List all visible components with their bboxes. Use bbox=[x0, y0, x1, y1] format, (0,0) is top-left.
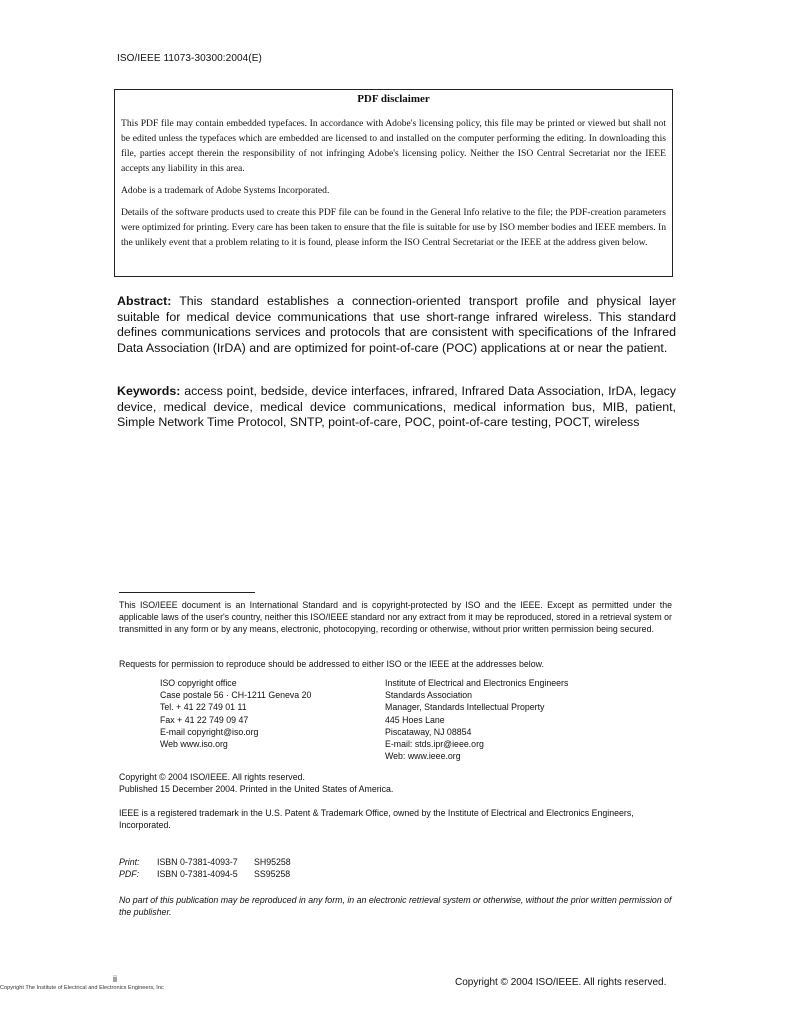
ieee-address-line: Institute of Electrical and Electronics Engineers bbox=[385, 678, 569, 688]
isbn-number: ISBN 0-7381-4094-5 bbox=[157, 869, 238, 880]
pdf-disclaimer-box bbox=[114, 89, 673, 277]
iso-address-block bbox=[160, 677, 311, 750]
ieee-address-line: Manager, Standards Intellectual Property bbox=[385, 702, 545, 713]
isbn-row-pdf bbox=[119, 868, 291, 880]
copyright-line: Copyright © 2004 ISO/IEEE. All rights reserved. bbox=[119, 772, 305, 782]
published-line: Published 15 December 2004. Printed in the United States of America. bbox=[119, 784, 394, 795]
abstract-label: Abstract: bbox=[117, 294, 172, 308]
ieee-address-line: Web: www.ieee.org bbox=[385, 751, 461, 762]
footnote-divider bbox=[119, 592, 255, 593]
page-number: ii bbox=[113, 974, 117, 984]
iso-address-line: Tel. + 41 22 749 01 11 bbox=[160, 702, 247, 713]
ieee-address-line: E-mail: stds.ipr@ieee.org bbox=[385, 739, 484, 750]
iso-address-line: E-mail copyright@iso.org bbox=[160, 726, 259, 737]
ieee-address-line: Piscataway, NJ 08854 bbox=[385, 726, 472, 737]
permission-requests-note: Requests for permission to reproduce should be addressed to either ISO or the IEEE at the addresses below. bbox=[119, 659, 544, 669]
abstract-text: This standard establishes a connection-oriented transport profile and physical layer suitable for medical device communications that use short-range infrared wireless. This standard defines communications services and protocols that are consistent with specifications of the Infrared Data Association (IrDA) and are optimized for point-of-care (POC) applications at or near the patient. bbox=[117, 294, 676, 355]
abstract-paragraph bbox=[117, 294, 676, 356]
disclaimer-paragraph-trademark: Adobe is a trademark of Adobe Systems Incorporated. bbox=[121, 185, 330, 196]
disclaimer-title: PDF disclaimer bbox=[357, 93, 430, 105]
copyright-protection-note: This ISO/IEEE document is an International Standard and is copyright-protected by ISO and the IEEE. Except as permitted under the applicable laws of the user's country, neither this ISO/IEEE standard nor any extract from it may be reproduced, stored in a retrieval system or transmitted in any form or by any means, electronic, photocopying, recording or otherwise, without prior written permission being secured. bbox=[119, 600, 672, 635]
disclaimer-paragraph-typefaces: This PDF file may contain embedded typefaces. In accordance with Adobe's licensing policy, this file may be printed or viewed but shall not be edited unless the typefaces which are embedded are licensed to and installed on the computer performing the editing. In downloading this file, parties accept therein the responsibility of not infringing Adobe's licensing policy. Neither the ISO Central Secretariat nor the IEEE accepts any liability in this area. bbox=[121, 118, 666, 174]
disclaimer-paragraph-details: Details of the software products used to create this PDF file can be found in the General Info relative to the file; the PDF-creation parameters were optimized for printing. Every care has been taken to ensure that the file is suitable for use by ISO member bodies and IEEE members. In the unlikely event that a problem relating to it is found, please inform the ISO Central Secretariat or the IEEE at the address given below. bbox=[121, 207, 666, 248]
keywords-label: Keywords: bbox=[117, 384, 181, 398]
ieee-copyright-footer: Copyright The Institute of Electrical and Electronics Engineers, Inc bbox=[0, 985, 164, 991]
isbn-number: ISBN 0-7381-4093-7 bbox=[157, 857, 238, 867]
iso-address-line: Case postale 56 · CH-1211 Geneva 20 bbox=[160, 690, 312, 701]
document-id-header: ISO/IEEE 11073-30300:2004(E) bbox=[117, 53, 262, 64]
keywords-paragraph bbox=[117, 384, 676, 431]
ieee-address-line: 445 Hoes Lane bbox=[385, 714, 445, 725]
isbn-format-label: PDF: bbox=[119, 869, 140, 880]
isbn-table bbox=[119, 856, 291, 880]
iso-ieee-copyright-footer: Copyright © 2004 ISO/IEEE. All rights reserved. bbox=[455, 977, 667, 988]
ieee-trademark-note: IEEE is a registered trademark in the U.S. Patent & Trademark Office, owned by the Institute of Electrical and Electronics Engineers, Incorporated. bbox=[119, 808, 634, 831]
iso-address-line: Fax + 41 22 749 09 47 bbox=[160, 714, 249, 725]
isbn-format-label: Print: bbox=[119, 857, 140, 867]
isbn-code: SH95258 bbox=[254, 857, 291, 867]
isbn-block bbox=[119, 856, 291, 880]
keywords-text: access point, bedside, device interfaces, infrared, Infrared Data Association, IrDA, legacy device, medical device, medical device communications, medical information bus, MIB, patient, Simple Network Time Protocol, SNTP, point-of-care, POC, point-of-care testing, POCT, wireless bbox=[117, 384, 676, 430]
no-reproduction-notice: No part of this publication may be reproduced in any form, in an electronic retrieval system or otherwise, without the prior written permission of the publisher. bbox=[119, 895, 672, 918]
iso-address-line: ISO copyright office bbox=[160, 678, 237, 688]
iso-address-line: Web www.iso.org bbox=[160, 739, 228, 750]
isbn-row-print bbox=[119, 856, 291, 868]
isbn-code: SS95258 bbox=[254, 869, 291, 880]
ieee-address-block bbox=[385, 677, 568, 762]
ieee-address-line: Standards Association bbox=[385, 690, 473, 701]
copyright-statement bbox=[119, 771, 393, 795]
